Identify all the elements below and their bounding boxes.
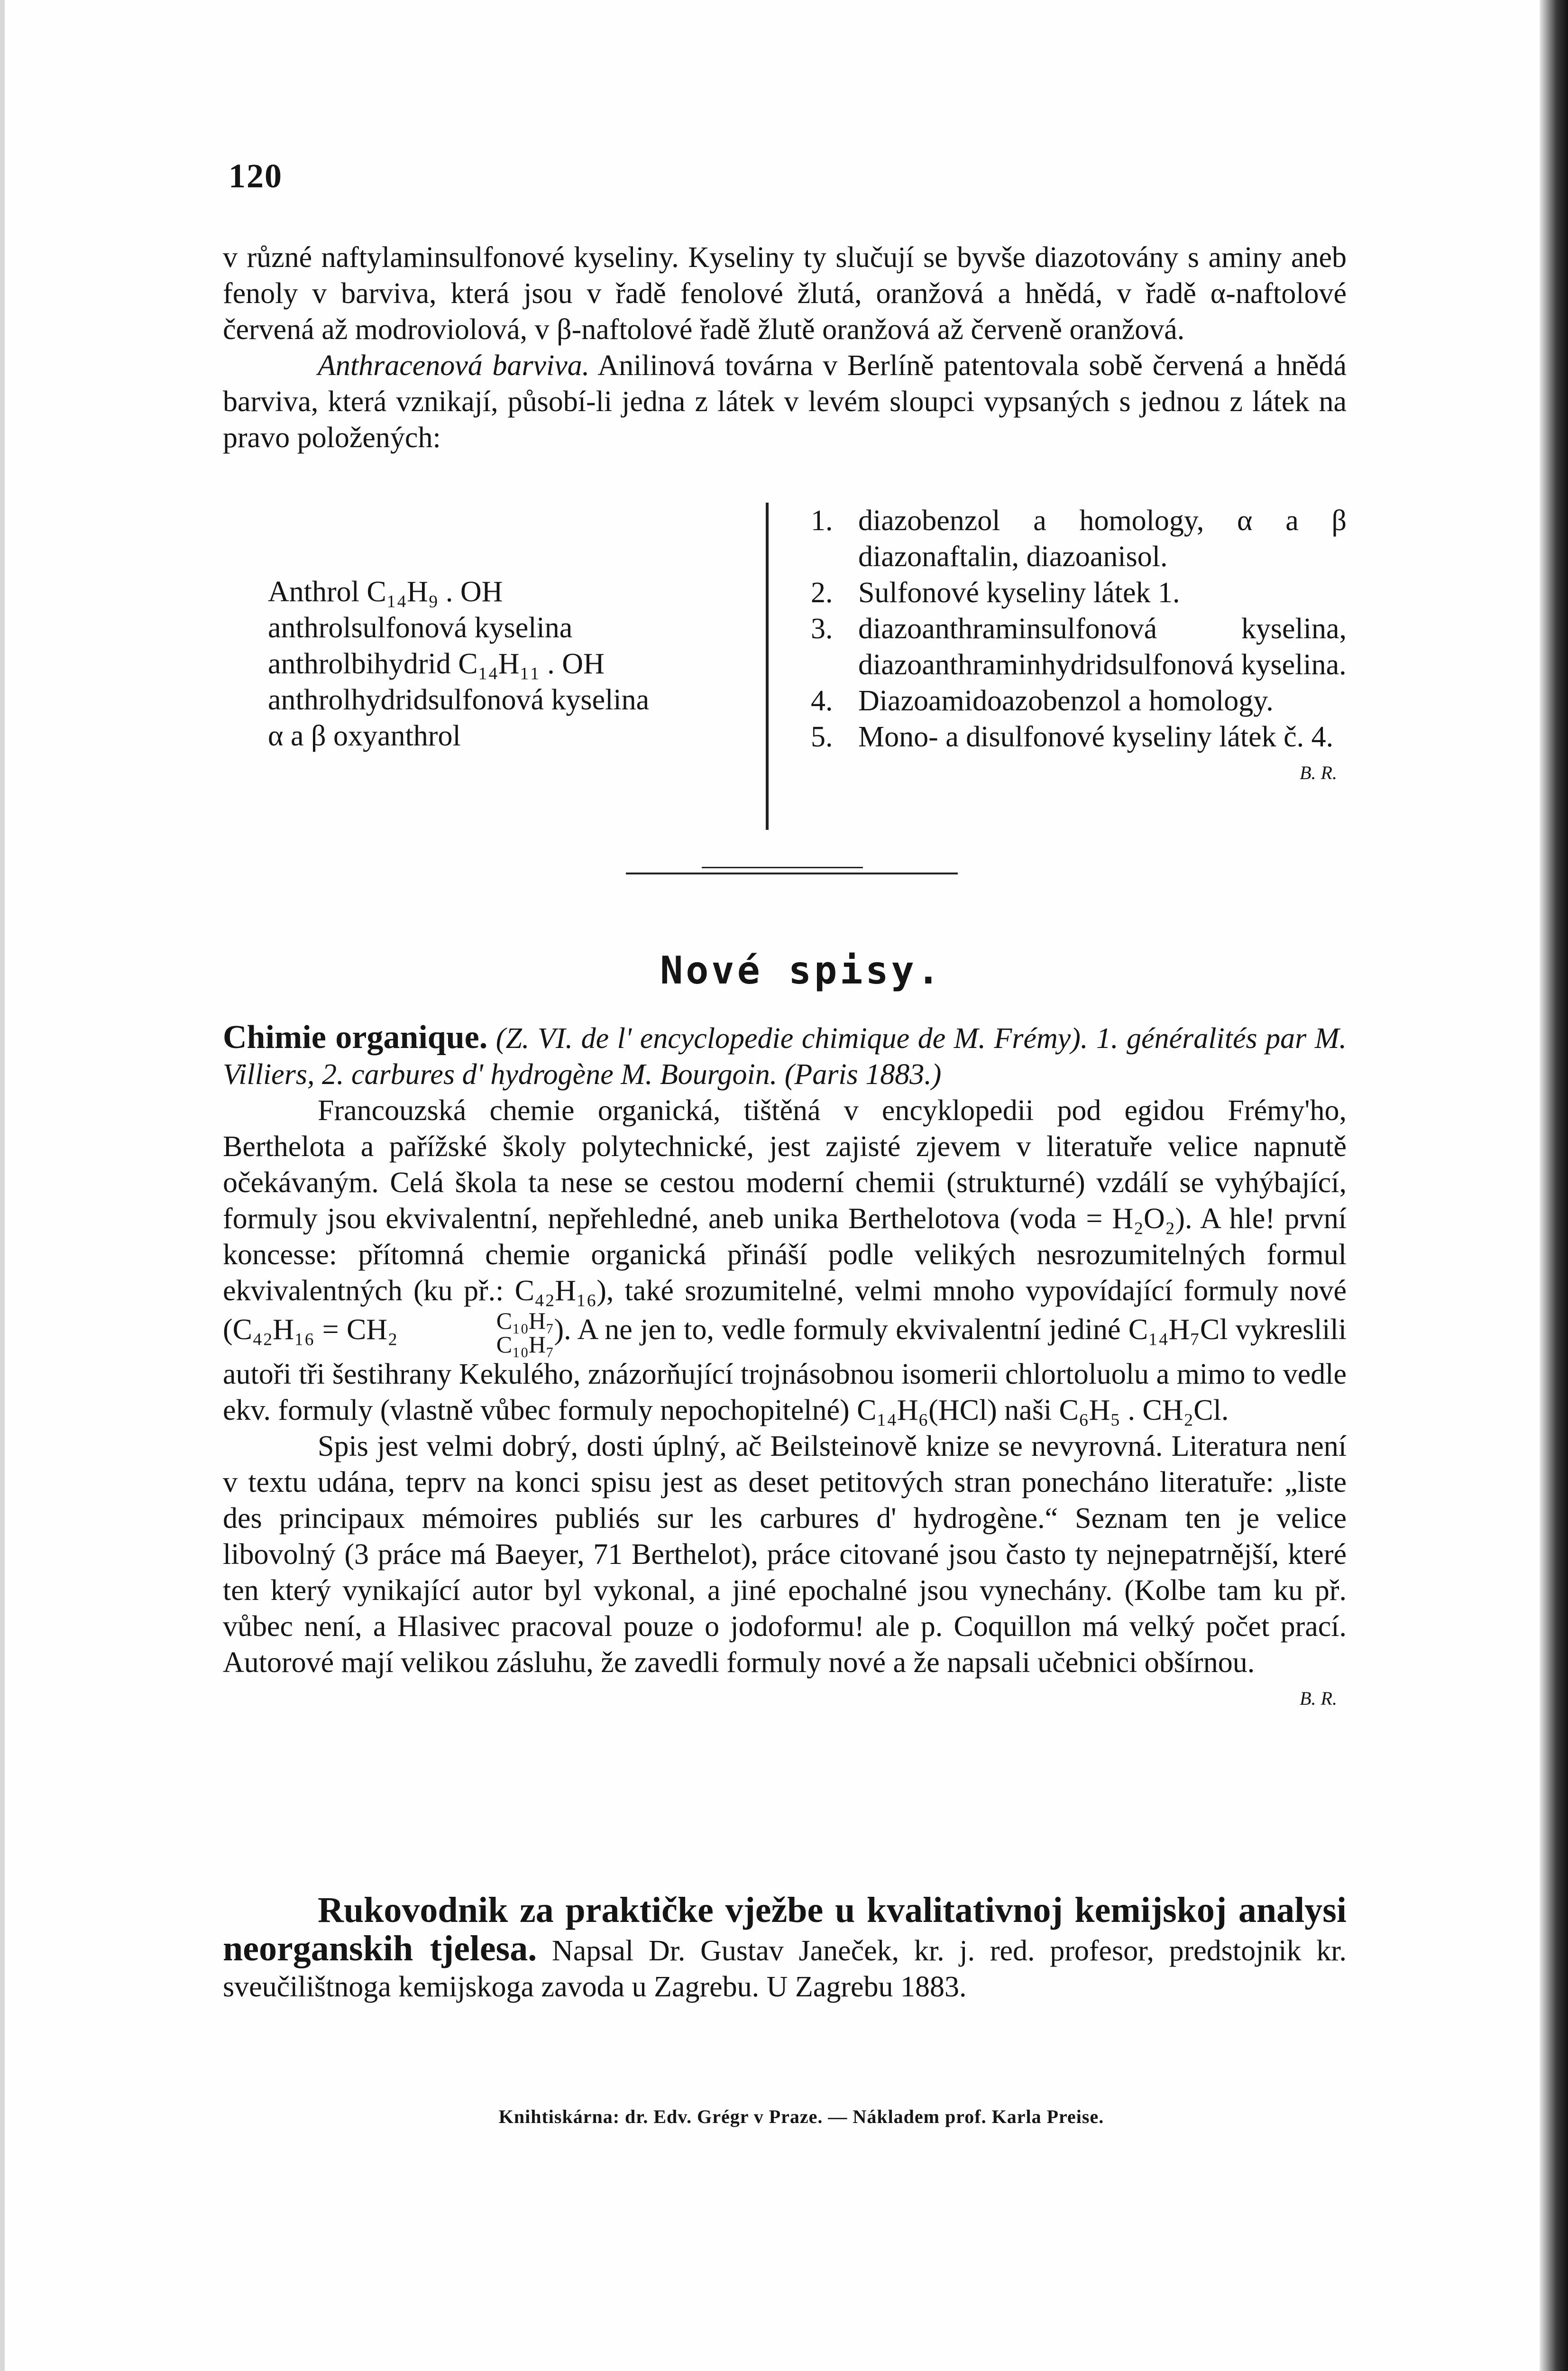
review1-signature: B. R. bbox=[1300, 1688, 1337, 1709]
review1-citation: (Z. VI. de l' encyclopedie chimique de M. Frémy). 1. généralités par M. Villiers, 2. carbures d' hydrogène M. Bourgoin. (Paris 1883.) bbox=[223, 1022, 1347, 1091]
right-column bbox=[811, 503, 1347, 791]
left-item: α a β oxyanthrol bbox=[268, 720, 461, 752]
review2-text: Napsal Dr. Gustav Janeček, kr. j. red. profesor, predstojnik kr. sveučilištnoga kemijskoga zavoda u Zagrebu. U Zagrebu 1883. bbox=[223, 1935, 1347, 2003]
intro-block bbox=[223, 239, 1347, 456]
left-item: anthrolhydridsulfonová kyselina bbox=[268, 684, 650, 716]
anthracene-text: Anilinová továrna v Berlíně patentovala sobě červená a hnědá barviva, která vznikají, působí-li jedna z látek v levém sloupci vypsaných s jednou z látek na pravo položených: bbox=[223, 349, 1347, 454]
review1-title: Chimie organique. bbox=[223, 1019, 488, 1056]
anthracene-paragraph bbox=[223, 348, 1347, 456]
review1-heading bbox=[223, 1020, 1347, 1093]
right-item: 4. Diazoamidoazobenzol a homology. bbox=[811, 685, 1274, 717]
review-rukovodnik bbox=[223, 1892, 1347, 2005]
review1-paragraph-1: Francouzská chemie organická, tištěná v encyklopedii pod egidou Frémy'ho, Berthelota a pařížské školy polytechnické, jest zajisté zjevem v literatuře velice napnutě očekávaným. Celá škola ta nese se cestou moderní chemii (strukturné) vzdálí se vyhýbající, formuly jsou ekvivalentní, nepřehledné, aneb unika Berthelotova (voda = H₂O₂). A hle! první koncesse: přítomná chemie organická přináší podle velikých nesrozumitelných formul ekvivalentných (ku př.: C₄₂H₁₆), také srozumitelné, velmi mnoho vypovídající formuly nové (C₄₂H₁₆ = CH₂ C₁₀H₇ C₁₀H₇ ). A ne jen to, vedle formuly ekvivalentní jediné C₁₄H₇Cl vykreslili autoři tři šestihrany Kekulého, znázorňující trojnásobnou isomerii chlortoluolu a mimo to vedle ekv. formuly (vlastně vůbec formuly nepochopitelné) C₁₄H₆(HCl) naši C₆H₅ . CH₂Cl. bbox=[223, 1094, 1347, 1426]
scan-edge-left bbox=[0, 0, 5, 2371]
scan-edge-right bbox=[1540, 0, 1568, 2371]
intro-paragraph: v různé naftylaminsulfonové kyseliny. Kyseliny ty slučují se byvše diazotovány s aminy aneb fenoly v barviva, která jsou v řadě fenolové žlutá, oranžová a hnědá, v řadě α-naftolové červená až modroviolová, v β-naftolové řadě žlutě oranžová až červeně oranžová. bbox=[223, 241, 1347, 346]
anthracene-label: Anthracenová barviva. bbox=[318, 349, 590, 382]
substance-table bbox=[223, 503, 1347, 830]
formula-fraction: C₁₀H₇ C₁₀H₇ bbox=[496, 1307, 554, 1358]
section-heading: Nové spisy. bbox=[660, 948, 943, 993]
review2-title: Rukovodnik za praktičke vježbe u kvalitativnoj kemijskoj analysi neorganskih tjelesa. bbox=[223, 1890, 1347, 1968]
separator-rule-short bbox=[702, 867, 863, 868]
right-item: 5. Mono- a disulfonové kyseliny látek č. 4. B. R. bbox=[811, 719, 1347, 755]
review1-paragraph-2: Spis jest velmi dobrý, dosti úplný, ač Beilsteinově knize se nevyrovná. Literatura není v textu udána, teprv na konci spisu jest as deset petitových stran ponecháno literatuře: „liste des principaux mémoires publiés sur les carbures d' hydrogène.“ Seznam ten je velice libovolný (3 práce má Baeyer, 71 Berthelot), práce citované jsou často ty nejnepatrnější, které ten který vynikající autor byl vykonal, a jiné epochalné jsou vynechány. (Kolbe tam ku př. vůbec není, a Hlasivec pracoval pouze o jodoformu! ale p. Coquillon má velký počet prací. Autorové mají velikou zásluhu, že zavedli formuly nové a že napsali učebnici obšírnou. B. R. bbox=[223, 1428, 1347, 1681]
left-item: Anthrol C₁₄H₉ . OH bbox=[268, 576, 503, 608]
separator-rule bbox=[626, 873, 958, 874]
printer-footer: Knihtiskárna: dr. Edv. Grégr v Praze. — Nákladem prof. Karla Preise. bbox=[498, 2106, 1104, 2127]
column-divider bbox=[766, 503, 769, 830]
left-item: anthrolsulfonová kyselina bbox=[268, 612, 573, 644]
review-chimie-organique bbox=[223, 1020, 1347, 1717]
signature: B. R. bbox=[1300, 762, 1337, 783]
left-item: anthrolbihydrid C₁₄H₁₁ . OH bbox=[268, 648, 605, 680]
right-item: 3. diazoanthraminsulfonová kyselina, diazoanthraminhydridsulfonová kyselina. bbox=[811, 613, 1347, 681]
right-item: 1. diazobenzol a homology, α a β diazonaftalin, diazoanisol. bbox=[811, 505, 1347, 573]
review2-paragraph bbox=[223, 1892, 1347, 2005]
page-number: 120 bbox=[229, 157, 283, 195]
right-item: 2. Sulfonové kyseliny látek 1. bbox=[811, 577, 1180, 609]
right-list bbox=[811, 503, 1347, 783]
